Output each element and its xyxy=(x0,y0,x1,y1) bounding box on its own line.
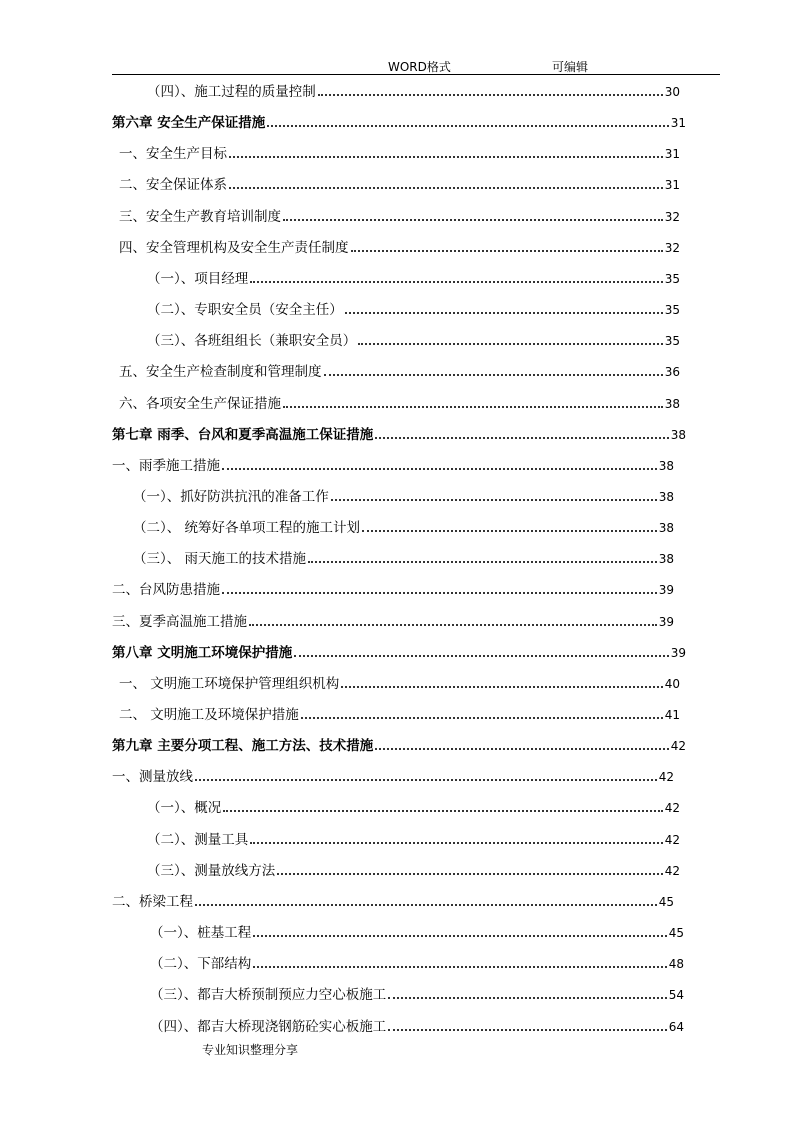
toc-entry-page: 30 xyxy=(664,85,680,99)
toc-entry-page: 38 xyxy=(658,521,674,536)
toc-chapter-entry[interactable] xyxy=(112,111,686,135)
toc-entry-page: 38 xyxy=(658,552,674,567)
toc-entry-page: 41 xyxy=(664,708,680,722)
toc-entry[interactable] xyxy=(133,485,674,509)
toc-entry-page: 64 xyxy=(668,1019,684,1034)
header-editable-label: 可编辑 xyxy=(552,60,589,74)
toc-entry[interactable] xyxy=(147,80,680,104)
toc-entry-title: （三）、都吉大桥预制预应力空心板施工 xyxy=(150,987,387,1004)
toc-dot-leader xyxy=(229,156,663,158)
toc-entry-title: 第八章 文明施工环境保护措施 xyxy=(112,644,293,661)
toc-entry[interactable] xyxy=(150,983,684,1007)
toc-entry[interactable] xyxy=(147,796,680,820)
toc-dot-leader xyxy=(351,250,663,252)
toc-dot-leader xyxy=(362,530,657,532)
toc-entry[interactable] xyxy=(119,703,680,727)
toc-entry-title: （二）、专职安全员（安全主任） xyxy=(147,302,343,319)
toc-entry-title: 第九章 主要分项工程、施工方法、技术措施 xyxy=(112,738,374,755)
toc-entry[interactable] xyxy=(119,173,680,197)
toc-entry-page: 38 xyxy=(658,458,674,473)
toc-dot-leader xyxy=(345,312,663,314)
toc-entry-title: 三、安全生产教育培训制度 xyxy=(119,208,281,225)
toc-entry-title: （一）、桩基工程 xyxy=(150,925,252,942)
toc-dot-leader xyxy=(318,94,663,96)
toc-entry-page: 45 xyxy=(668,926,684,941)
toc-dot-leader xyxy=(249,624,657,626)
toc-entry-page: 36 xyxy=(664,365,680,380)
toc-entry[interactable] xyxy=(119,142,680,166)
toc-entry-title: （一）、抓好防洪抗汛的准备工作 xyxy=(133,488,329,505)
toc-entry-page: 48 xyxy=(668,957,684,972)
toc-entry[interactable] xyxy=(147,859,680,883)
toc-dot-leader xyxy=(253,935,666,937)
toc-entry[interactable] xyxy=(150,921,684,945)
toc-entry-title: （一）、项目经理 xyxy=(147,270,249,287)
toc-entry[interactable] xyxy=(119,360,680,384)
toc-dot-leader xyxy=(375,437,669,439)
toc-entry-title: 四、安全管理机构及安全生产责任制度 xyxy=(119,239,349,256)
toc-entry-title: 一、安全生产目标 xyxy=(119,146,227,163)
toc-entry-page: 32 xyxy=(664,209,680,224)
header-format-label: WORD格式 xyxy=(388,60,451,74)
toc-entry[interactable] xyxy=(147,828,680,852)
toc-entry-title: 二、安全保证体系 xyxy=(119,177,227,194)
toc-entry-title: （三）、测量放线方法 xyxy=(147,862,276,879)
toc-entry[interactable] xyxy=(147,329,680,353)
toc-entry[interactable] xyxy=(150,952,684,976)
toc-entry-title: 六、各项安全生产保证措施 xyxy=(119,395,281,412)
toc-entry[interactable] xyxy=(147,267,680,291)
toc-entry-page: 39 xyxy=(658,614,674,629)
toc-dot-leader xyxy=(283,406,663,408)
toc-entry-title: 一、测量放线 xyxy=(112,769,193,786)
toc-dot-leader xyxy=(250,842,662,844)
toc-entry-page: 42 xyxy=(664,863,680,878)
toc-chapter-entry[interactable] xyxy=(112,734,686,758)
toc-entry-page: 35 xyxy=(664,303,680,318)
toc-entry-title: 二、桥梁工程 xyxy=(112,893,193,910)
toc-entry-page: 31 xyxy=(670,116,686,131)
toc-entry-title: （三）、各班组组长（兼职安全员） xyxy=(147,333,357,350)
toc-entry[interactable] xyxy=(112,890,674,914)
toc-dot-leader xyxy=(277,873,662,875)
toc-entry-title: （二）、测量工具 xyxy=(147,831,249,848)
toc-entry-page: 39 xyxy=(670,645,686,660)
toc-dot-leader xyxy=(301,717,663,719)
toc-entry-title: 三、夏季高温施工措施 xyxy=(112,613,247,630)
toc-entry[interactable] xyxy=(112,454,674,478)
toc-dot-leader xyxy=(229,187,663,189)
toc-dot-leader xyxy=(375,748,669,750)
toc-entry-page: 32 xyxy=(664,240,680,255)
toc-dot-leader xyxy=(294,655,669,657)
page-footer: 专业知识整理分享 xyxy=(202,1043,299,1057)
toc-entry[interactable] xyxy=(119,672,680,696)
toc-dot-leader xyxy=(223,810,662,812)
toc-entry-page: 42 xyxy=(658,770,674,785)
toc-entry[interactable] xyxy=(119,205,680,229)
toc-entry-title: 二、 文明施工及环境保护措施 xyxy=(119,707,299,723)
toc-dot-leader xyxy=(388,997,666,999)
toc-entry-title: （四）、都吉大桥现浇钢筋砼实心板施工 xyxy=(150,1018,387,1035)
toc-dot-leader xyxy=(222,468,657,470)
toc-entry[interactable] xyxy=(133,516,674,540)
toc-entry[interactable] xyxy=(112,610,674,634)
toc-entry[interactable] xyxy=(112,765,674,789)
toc-entry-page: 40 xyxy=(664,676,680,691)
toc-dot-leader xyxy=(253,966,666,968)
toc-dot-leader xyxy=(222,592,657,594)
toc-entry-title: （二）、下部结构 xyxy=(150,956,252,973)
toc-entry-page: 42 xyxy=(670,739,686,754)
toc-entry-title: 一、雨季施工措施 xyxy=(112,457,220,474)
toc-entry-page: 54 xyxy=(668,988,684,1003)
toc-entry[interactable] xyxy=(133,547,674,571)
toc-entry-title: 二、台风防患措施 xyxy=(112,582,220,599)
toc-entry-page: 38 xyxy=(658,489,674,504)
toc-dot-leader xyxy=(195,904,657,906)
toc-entry[interactable] xyxy=(119,392,680,416)
toc-chapter-entry[interactable] xyxy=(112,423,686,447)
toc-entry-page: 42 xyxy=(664,801,680,816)
toc-entry[interactable] xyxy=(150,1015,684,1039)
toc-entry-title: 第七章 雨季、台风和夏季高温施工保证措施 xyxy=(112,426,374,443)
toc-entry-title: （四）、施工过程的质量控制 xyxy=(147,84,316,100)
toc-entry-page: 38 xyxy=(670,427,686,442)
toc-entry-title: （一）、概况 xyxy=(147,800,222,817)
toc-entry-page: 42 xyxy=(664,832,680,847)
toc-entry-page: 38 xyxy=(664,396,680,411)
toc-entry-page: 45 xyxy=(658,894,674,909)
toc-entry-title: 第六章 安全生产保证措施 xyxy=(112,115,266,132)
toc-entry-title: （二）、 统筹好各单项工程的施工计划 xyxy=(133,520,361,537)
toc-entry-title: 五、安全生产检查制度和管理制度 xyxy=(119,364,322,381)
toc-dot-leader xyxy=(358,343,662,345)
toc-dot-leader xyxy=(308,561,657,563)
page-header xyxy=(112,56,720,75)
toc-entry[interactable] xyxy=(147,298,680,322)
toc-entry-page: 35 xyxy=(664,271,680,286)
toc-dot-leader xyxy=(195,779,657,781)
toc-dot-leader xyxy=(283,219,663,221)
toc-dot-leader xyxy=(341,686,662,688)
toc-entry-title: （三）、 雨天施工的技术措施 xyxy=(133,551,307,568)
toc-entry-title: 一、 文明施工环境保护管理组织机构 xyxy=(119,675,340,692)
toc-dot-leader xyxy=(324,374,663,376)
toc-entry-page: 31 xyxy=(664,147,680,162)
toc-dot-leader xyxy=(250,281,662,283)
toc-dot-leader xyxy=(331,499,657,501)
toc-dot-leader xyxy=(388,1029,666,1031)
toc-dot-leader xyxy=(267,125,669,127)
toc-entry[interactable] xyxy=(119,236,680,260)
toc-entry[interactable] xyxy=(112,578,674,602)
toc-chapter-entry[interactable] xyxy=(112,641,686,665)
toc-entry-page: 31 xyxy=(664,178,680,193)
toc-entry-page: 39 xyxy=(658,583,674,598)
toc-entry-page: 35 xyxy=(664,334,680,349)
